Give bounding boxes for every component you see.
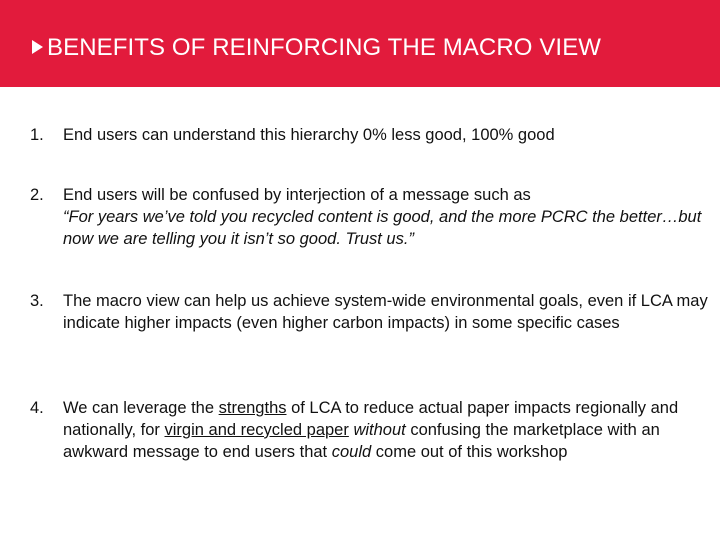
item-text: confusing the marketplace with an awkward message to end users that bbox=[63, 421, 660, 461]
emphasis-underline: strengths bbox=[218, 399, 287, 417]
item-number: 2. bbox=[30, 186, 44, 204]
item-number: 4. bbox=[30, 399, 44, 417]
item-text: End users will be confused by interjection of a message such as bbox=[63, 186, 531, 204]
item-text: We can leverage the bbox=[63, 399, 219, 417]
item-text: of LCA to reduce actual paper impacts regionally and nationally, for bbox=[63, 399, 679, 439]
item-text: End users can understand this hierarchy 0% less good, 100% good bbox=[63, 126, 555, 144]
emphasis-underline: virgin and recycled paper bbox=[164, 421, 349, 439]
item-body bbox=[63, 397, 713, 463]
item-quote: “For years we’ve told you recycled content is good, and the more PCRC the better…but now we are telling you it isn’t so good. Trust us.” bbox=[63, 208, 702, 248]
item-body bbox=[63, 184, 713, 250]
item-text: come out of this workshop bbox=[371, 443, 568, 461]
title-banner bbox=[0, 0, 720, 87]
slide-title: BENEFITS OF REINFORCING THE MACRO VIEW bbox=[47, 34, 602, 61]
triangle-right-icon bbox=[32, 40, 43, 54]
emphasis-italic: could bbox=[331, 443, 372, 461]
item-number: 1. bbox=[30, 126, 44, 144]
item-text: The macro view can help us achieve system-wide environmental goals, even if LCA may indicate higher impacts (even higher carbon impacts) in some specific cases bbox=[63, 292, 708, 332]
emphasis-italic: without bbox=[353, 421, 406, 439]
item-number: 3. bbox=[30, 292, 44, 310]
